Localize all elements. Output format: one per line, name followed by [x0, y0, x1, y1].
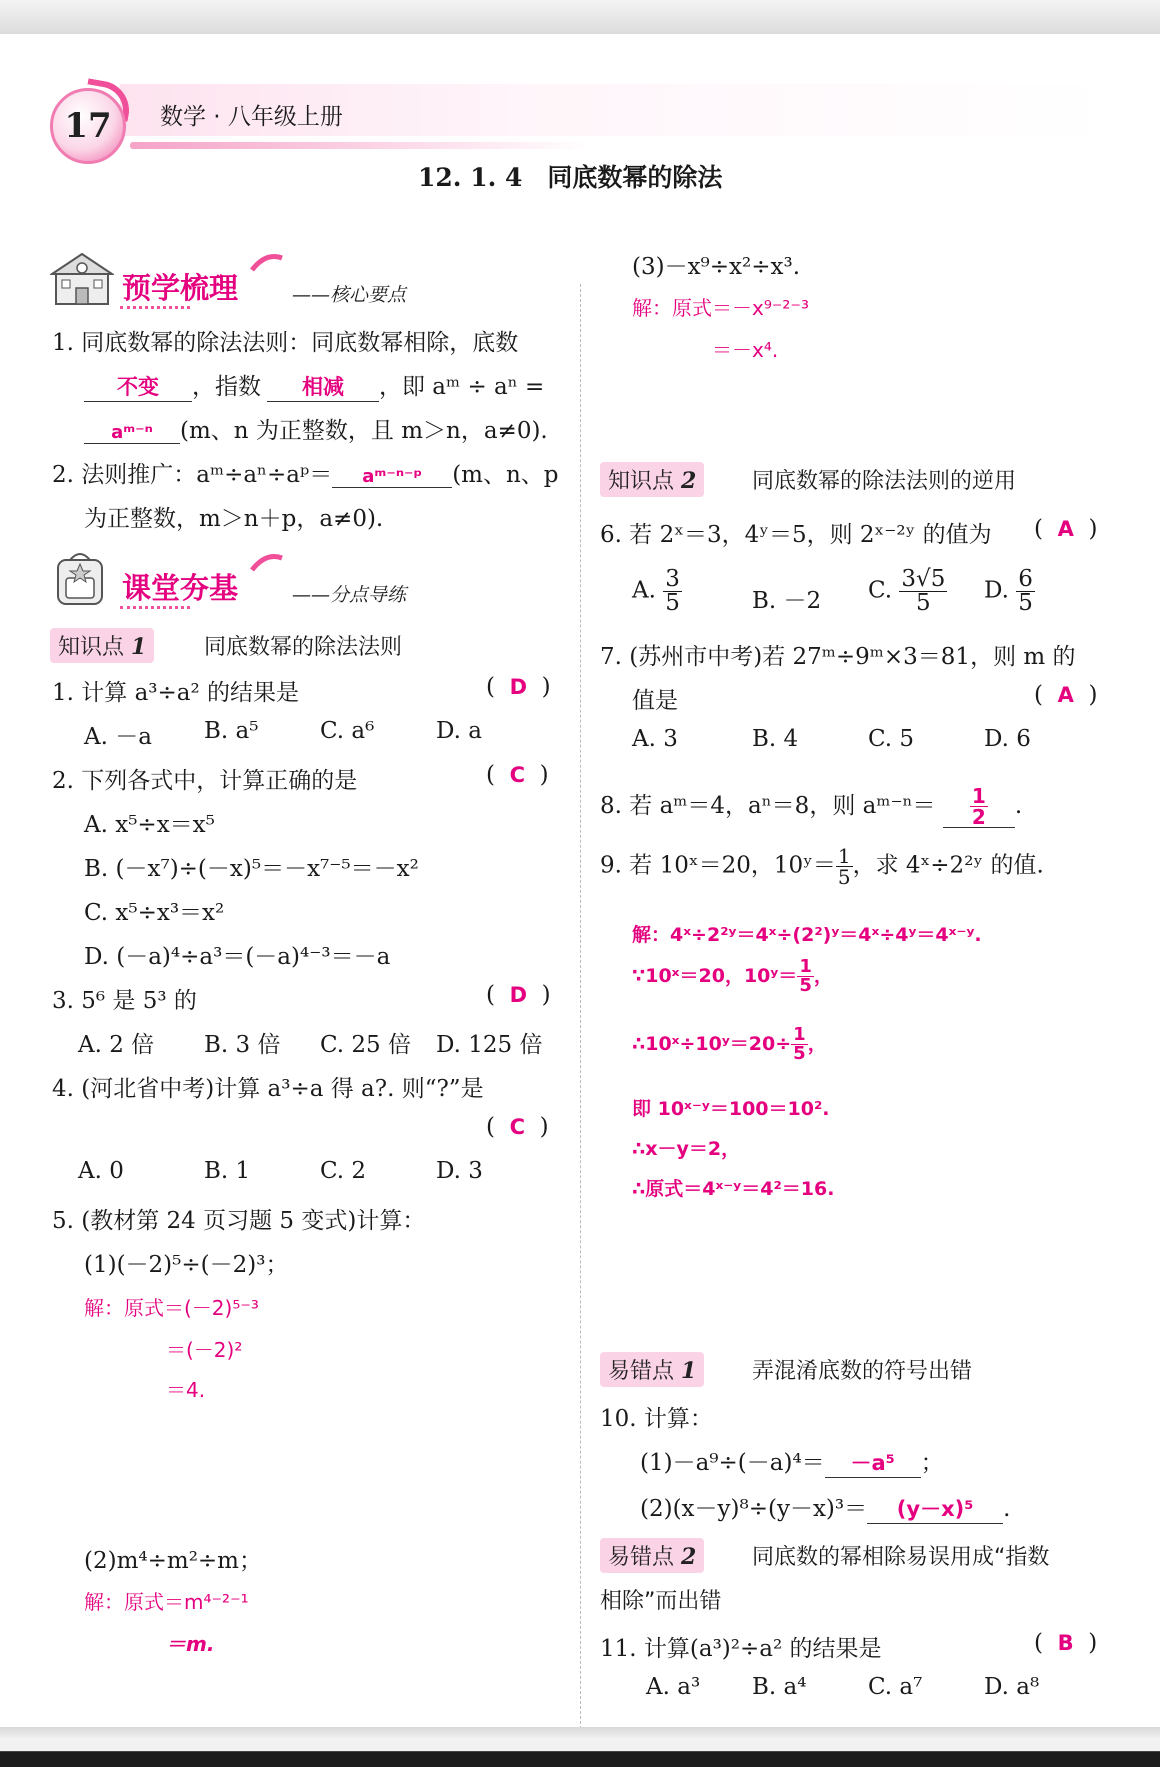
preview-subtitle: ——核心要点 — [292, 284, 407, 306]
classroom-heading: 课堂夯基 — [122, 571, 239, 605]
q2-stem: 2. 下列各式中，计算正确的是 — [52, 768, 358, 794]
q9-solution-4: 即 10ˣ⁻ʸ＝100＝10². — [632, 1098, 830, 1120]
q4-stem: 4. (河北省中考)计算 a³÷a 得 a?. 则“?”是 — [52, 1076, 484, 1102]
ep2-badge: 易错点 2 — [600, 1538, 704, 1573]
textbook-page — [0, 34, 1160, 1727]
q6-option-d: D. $\frac{6}{5}$ — [984, 566, 1033, 616]
q7-option: C. 5 — [868, 726, 915, 752]
q9-solution-2: ∵10ˣ＝20，10ʸ＝ $\frac{1}{5}$ ， — [632, 956, 833, 996]
q7-stem: 7. (苏州市中考)若 27ᵐ÷9ᵐ×3＝81，则 m 的 — [600, 644, 1076, 670]
window-bottom-bar — [0, 1727, 1160, 1767]
q6-option-a: A. $\frac{3}{5}$ — [632, 566, 680, 616]
kp2-badge: 知识点 2 — [600, 462, 704, 497]
q5-stem: 5. (教材第 24 页习题 5 变式)计算： — [52, 1208, 426, 1234]
q2-option: A. x⁵÷x＝x⁵ — [84, 812, 215, 838]
q3-option: A. 2 倍 — [78, 1032, 155, 1058]
q10-stem: 10. 计算： — [600, 1406, 713, 1432]
preview-item-1a: 1. 同底数幂的除法法则：同底数幂相除，底数 — [52, 330, 519, 356]
q4-option: C. 2 — [320, 1158, 367, 1184]
q5-part1-solution: ＝4. — [166, 1378, 206, 1402]
q4-answer-box: ( C ) — [486, 1114, 549, 1140]
page-number: 17 — [50, 88, 126, 164]
q5-part3-solution: 解：原式＝－x⁹⁻²⁻³ — [632, 296, 810, 320]
q1-option: A. －a — [84, 724, 152, 750]
q3-option: C. 25 倍 — [320, 1032, 411, 1058]
q11-option: A. a³ — [646, 1674, 701, 1700]
ep1-title: 弄混淆底数的符号出错 — [752, 1359, 973, 1384]
preview-item-2b: 为正整数，m＞n＋p，a≠0). — [84, 506, 384, 532]
heading-dots — [120, 602, 190, 609]
q5-part2-solution: 解：原式＝m⁴⁻²⁻¹ — [84, 1590, 249, 1614]
kp2-title: 同底数幂的除法法则的逆用 — [752, 469, 1017, 494]
q5-part2-solution: ＝m. — [166, 1632, 215, 1656]
ep1-badge: 易错点 1 — [600, 1352, 704, 1387]
q7-option: A. 3 — [632, 726, 678, 752]
kp1-title: 同底数幂的除法法则 — [204, 635, 403, 660]
q11-option: D. a⁸ — [984, 1674, 1040, 1700]
q11-option: C. a⁷ — [868, 1674, 923, 1700]
q5-part2: (2)m⁴÷m²÷m； — [84, 1548, 262, 1574]
q1-stem: 1. 计算 a³÷a² 的结果是 — [52, 680, 300, 706]
classroom-subtitle: ——分点导练 — [292, 584, 407, 606]
preview-item-1b: 不变 ，指数 相减 ，即 aᵐ ÷ aⁿ = — [84, 368, 544, 402]
q3-option: B. 3 倍 — [204, 1032, 281, 1058]
swoosh-icon — [250, 250, 284, 274]
q8-stem: 8. 若 aᵐ＝4，aⁿ＝8，则 aᵐ⁻ⁿ＝ $\frac{1}{2}$ . — [600, 784, 1023, 829]
backpack-icon — [50, 548, 110, 608]
q4-option: B. 1 — [204, 1158, 251, 1184]
q1-option: B. a⁵ — [204, 718, 259, 744]
ep2-title: 同底数的幂相除易误用成“指数 — [752, 1545, 1050, 1570]
q6-option-b: B. －2 — [752, 588, 822, 614]
column-divider — [580, 284, 581, 1734]
q1-option: D. a — [436, 718, 482, 744]
q3-stem: 3. 5⁶ 是 5³ 的 — [52, 988, 197, 1014]
q9-stem: 9. 若 10ˣ＝20，10ʸ＝ $\frac{1}{5}$ ，求 4ˣ÷2²ʸ 的值. — [600, 844, 1044, 889]
q2-answer-box: ( C ) — [486, 762, 549, 788]
heading-dots — [120, 302, 190, 309]
q9-solution-6: ∴原式＝4ˣ⁻ʸ＝4²＝16. — [632, 1178, 835, 1200]
q11-stem: 11. 计算(a³)²÷a² 的结果是 — [600, 1636, 882, 1662]
q10-part2: (2)(x－y)⁸÷(y－x)³＝ (y－x)⁵ . — [640, 1490, 1010, 1524]
q4-option: A. 0 — [78, 1158, 124, 1184]
q2-option: D. (－a)⁴÷a³＝(－a)⁴⁻³＝－a — [84, 944, 391, 970]
q7-answer-box: ( A ) — [1034, 682, 1098, 708]
q7-stem-2: 值是 — [632, 688, 678, 714]
q9-solution-3: ∴10ˣ÷10ʸ＝20÷ $\frac{1}{5}$ ， — [632, 1024, 827, 1064]
q1-option: C. a⁶ — [320, 718, 375, 744]
section-title: 12. 1. 4 同底数幂的除法 — [418, 163, 723, 192]
swoosh-icon — [250, 550, 284, 574]
q9-solution-5: ∴x－y＝2， — [632, 1138, 741, 1160]
q6-option-c: C. $\frac{3√5}{5}$ — [868, 566, 946, 616]
q4-option: D. 3 — [436, 1158, 483, 1184]
q5-part1: (1)(－2)⁵÷(－2)³； — [84, 1252, 289, 1278]
q9-solution-1: 解：4ˣ÷2²ʸ＝4ˣ÷(2²)ʸ＝4ˣ÷4ʸ＝4ˣ⁻ʸ. — [632, 924, 982, 946]
window-top-bar — [0, 0, 1160, 34]
q7-option: B. 4 — [752, 726, 799, 752]
q11-answer-box: ( B ) — [1034, 1630, 1098, 1656]
q11-option: B. a⁴ — [752, 1674, 807, 1700]
q2-option: B. (－x⁷)÷(－x)⁵＝－x⁷⁻⁵＝－x² — [84, 856, 419, 882]
book-title: 数学 · 八年级上册 — [160, 104, 343, 130]
q2-option: C. x⁵÷x³＝x² — [84, 900, 225, 926]
q10-part1: (1)－a⁹÷(－a)⁴＝ －a⁵ ； — [640, 1444, 944, 1478]
preview-heading: 预学梳理 — [122, 271, 239, 305]
kp1-badge: 知识点 1 — [50, 628, 154, 663]
school-icon — [50, 250, 114, 306]
q5-part3: (3)－x⁹÷x²÷x³. — [632, 254, 801, 280]
q3-option: D. 125 倍 — [436, 1032, 543, 1058]
preview-item-2a: 2. 法则推广：aᵐ÷aⁿ÷aᵖ＝ aᵐ⁻ⁿ⁻ᵖ (m、n、p — [52, 462, 559, 488]
q1-answer-box: ( D ) — [486, 674, 551, 700]
preview-item-1c: aᵐ⁻ⁿ (m、n 为正整数，且 m＞n，a≠0). — [84, 412, 548, 445]
q6-stem: 6. 若 2ˣ＝3，4ʸ＝5，则 2ˣ⁻²ʸ 的值为 — [600, 522, 992, 548]
q5-part1-solution: 解：原式＝(－2)⁵⁻³ — [84, 1296, 259, 1320]
q6-answer-box: ( A ) — [1034, 516, 1098, 542]
q7-option: D. 6 — [984, 726, 1031, 752]
q5-part1-solution: ＝(－2)² — [166, 1338, 243, 1362]
header-underline — [130, 142, 590, 149]
q3-answer-box: ( D ) — [486, 982, 551, 1008]
q5-part3-solution: ＝－x⁴. — [712, 338, 779, 362]
ep2-title-2: 相除”而出错 — [600, 1589, 722, 1614]
